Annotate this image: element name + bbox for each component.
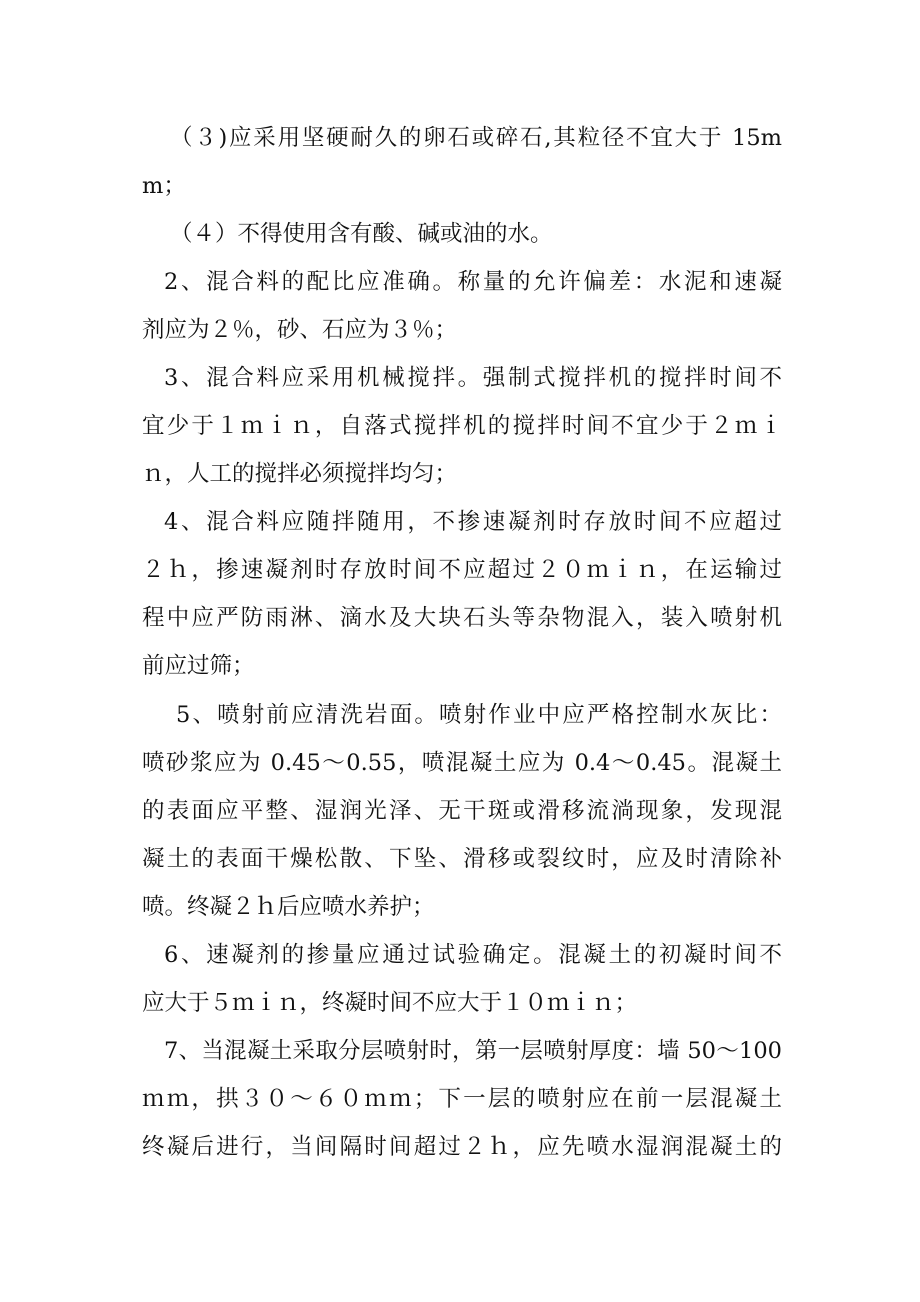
item3-line-2: 宜少于１ｍｉｎ，自落式搅拌机的搅拌时间不宜少于２ｍｉ [142, 413, 782, 439]
item5-line-1: 5、喷射前应清洗岩面。喷射作业中应严格控制水灰比： [176, 702, 782, 728]
p3-line-2: m； [142, 173, 186, 199]
item7-line-3: 终凝后进行，当间隔时间超过２ｈ，应先喷水湿润混凝土的 [142, 1134, 782, 1160]
item4-line-1: 4、混合料应随拌随用，不掺速凝剂时存放时间不应超过 [164, 509, 782, 535]
item2-line-1: 2、混合料的配比应准确。称量的允许偏差：水泥和速凝 [164, 269, 782, 295]
item4-line-4: 前应过筛； [142, 653, 255, 679]
item6-line-1: 6、速凝剂的掺量应通过试验确定。混凝土的初凝时间不 [164, 942, 782, 968]
item2-line-2: 剂应为２％，砂、石应为３％； [142, 317, 458, 343]
p4-line-1: （４）不得使用含有酸、碱或油的水。 [170, 221, 553, 247]
p3-line-1: （３)应采用坚硬耐久的卵石或碎石,其粒径不宜大于 15m [170, 125, 782, 151]
item7-line-2: ｍｍ，拱３０～６０ｍｍ；下一层的喷射应在前一层混凝土 [142, 1086, 782, 1112]
item5-line-4: 凝土的表面干燥松散、下坠、滑移或裂纹时，应及时清除补 [142, 846, 782, 872]
item3-line-1: 3、混合料应采用机械搅拌。强制式搅拌机的搅拌时间不 [164, 365, 782, 391]
item5-line-3: 的表面应平整、湿润光泽、无干斑或滑移流淌现象，发现混 [142, 798, 782, 824]
item7-line-1: 7、当混凝土采取分层喷射时，第一层喷射厚度：墙 50～100 [164, 1038, 782, 1064]
item5-line-2: 喷砂浆应为 0.45～0.55，喷混凝土应为 0.4～0.45。混凝土 [142, 750, 782, 776]
item4-line-2: ２ｈ，掺速凝剂时存放时间不应超过２０ｍｉｎ，在运输过 [142, 557, 782, 583]
item4-line-3: 程中应严防雨淋、滴水及大块石头等杂物混入，装入喷射机 [142, 605, 782, 631]
item5-line-5: 喷。终凝２ｈ后应喷水养护； [142, 894, 435, 920]
item3-line-3: ｎ，人工的搅拌必须搅拌均匀； [142, 461, 458, 487]
item6-line-2: 应大于５ｍｉｎ，终凝时间不应大于１０ｍｉｎ； [142, 990, 638, 1016]
